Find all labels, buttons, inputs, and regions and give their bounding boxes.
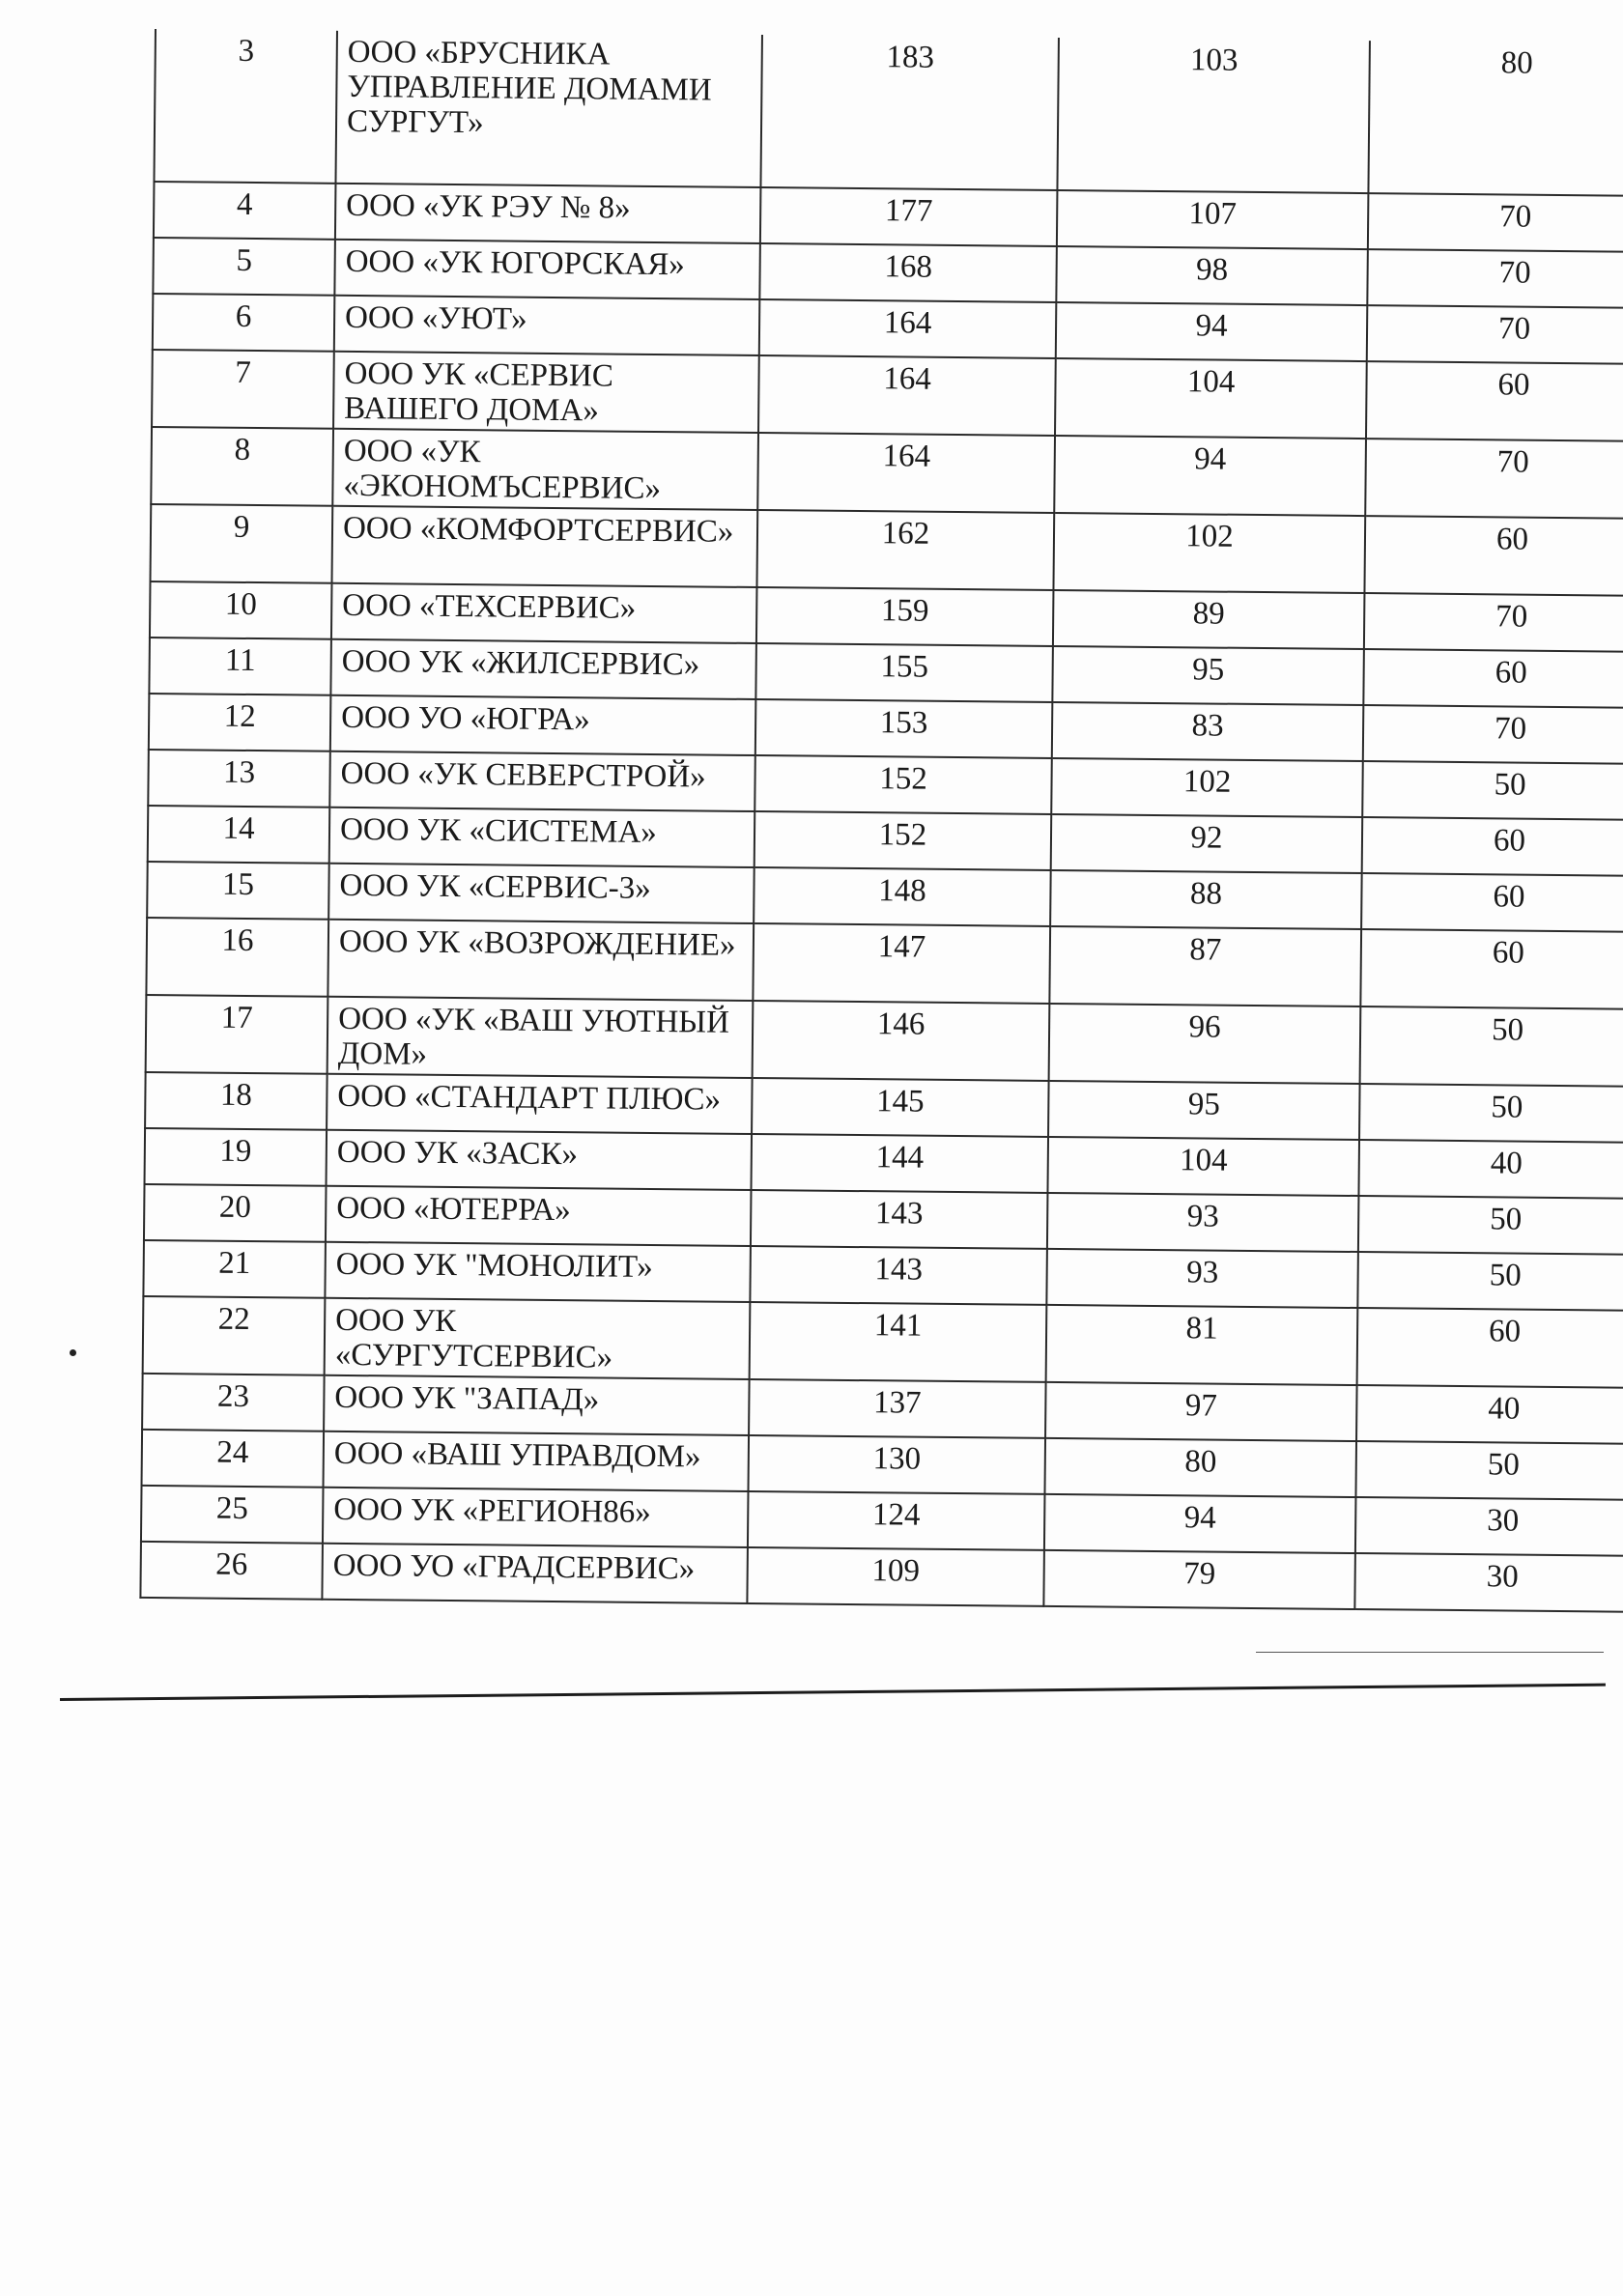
company-name: ООО «УК «ВАШ УЮТНЫЙ ДОМ»: [337, 1001, 730, 1072]
score-total: 153: [879, 705, 928, 741]
company-name-cell: [324, 1431, 750, 1491]
score-part-a: 92: [1190, 820, 1223, 856]
score-total-cell: [760, 35, 1059, 190]
score-part-a-cell: [1044, 1494, 1356, 1553]
table-row: [152, 350, 1623, 441]
table-body: [140, 29, 1623, 1612]
row-number: 3: [238, 33, 255, 69]
row-number-cell: [142, 1374, 325, 1431]
score-part-b-cell: [1358, 1140, 1623, 1199]
company-name: ООО «УК «ЭКОНОМЪСЕРВИС»: [343, 433, 662, 507]
table-row: [146, 918, 1623, 1009]
company-name: ООО «СТАНДАРТ ПЛЮС»: [337, 1078, 722, 1118]
score-part-b: 60: [1493, 879, 1525, 915]
company-name: ООО УК «ЖИЛСЕРВИС»: [341, 643, 700, 683]
company-name: ООО УО «ГРАДСЕРВИС»: [332, 1547, 696, 1587]
company-name: ООО УК «СУРГУТСЕРВИС»: [334, 1302, 613, 1375]
score-part-b: 80: [1500, 45, 1533, 81]
score-total-cell: [756, 510, 1054, 590]
score-part-a-cell: [1045, 1382, 1357, 1441]
score-total-cell: [755, 643, 1053, 702]
score-part-a: 104: [1186, 364, 1236, 400]
score-part-b: 30: [1486, 1559, 1519, 1595]
row-number-cell: [153, 238, 335, 296]
score-total: 144: [875, 1140, 925, 1176]
company-name-cell: [324, 1375, 750, 1435]
row-number: 12: [223, 698, 256, 735]
score-part-b-cell: [1357, 1252, 1623, 1311]
score-part-b-cell: [1366, 361, 1623, 441]
table-row: [154, 29, 1623, 196]
score-part-a: 102: [1185, 519, 1234, 554]
score-part-a: 94: [1195, 308, 1228, 344]
company-name-cell: [327, 920, 754, 1001]
score-part-b: 70: [1499, 199, 1532, 235]
company-name: ООО УК «СЕРВИС ВАШЕГО ДОМА»: [344, 355, 613, 429]
score-part-b: 50: [1490, 1202, 1523, 1237]
score-total-cell: [753, 1001, 1050, 1081]
company-name: ООО УК «ЗАСК»: [336, 1134, 579, 1173]
company-name-cell: [322, 1544, 748, 1603]
score-part-a: 103: [1189, 43, 1239, 78]
score-total: 143: [874, 1252, 924, 1288]
score-part-a: 95: [1192, 652, 1225, 688]
score-total: 168: [884, 249, 933, 285]
score-part-a: 93: [1186, 1255, 1219, 1290]
company-name: ООО «УК СЕВЕРСТРОЙ»: [340, 755, 706, 795]
score-total-cell: [751, 1190, 1048, 1249]
row-number: 4: [236, 186, 253, 222]
row-number-cell: [148, 750, 330, 808]
score-total: 109: [871, 1553, 921, 1589]
score-part-b: 70: [1498, 255, 1531, 291]
score-part-b: 60: [1488, 1314, 1522, 1349]
table-row: [151, 504, 1623, 596]
row-number-cell: [150, 581, 332, 639]
row-number-cell: [149, 694, 331, 751]
row-number-cell: [144, 1184, 327, 1242]
row-number: 20: [218, 1189, 251, 1226]
row-number-cell: [154, 182, 336, 240]
row-number: 21: [218, 1245, 251, 1282]
row-number-cell: [142, 1430, 325, 1488]
row-number: 10: [224, 586, 257, 623]
company-name-cell: [334, 240, 760, 299]
score-part-b: 70: [1497, 311, 1531, 347]
score-part-b: 40: [1490, 1146, 1523, 1181]
score-part-a-cell: [1057, 38, 1370, 193]
score-total: 148: [878, 873, 926, 909]
score-total: 146: [876, 1006, 925, 1042]
score-part-a: 80: [1184, 1444, 1217, 1480]
score-part-a: 79: [1183, 1556, 1216, 1592]
company-name: ООО УК "МОНОЛИТ»: [335, 1246, 653, 1286]
company-name-cell: [335, 31, 761, 187]
score-part-b-cell: [1364, 516, 1623, 596]
company-name-cell: [332, 429, 758, 510]
row-number-cell: [140, 1542, 323, 1600]
score-part-a-cell: [1043, 1550, 1355, 1609]
row-number-cell: [151, 504, 333, 583]
company-name: ООО УК «РЕГИОН86»: [333, 1491, 651, 1531]
score-part-a: 102: [1182, 764, 1232, 800]
company-name-cell: [329, 808, 755, 867]
score-total: 147: [877, 929, 926, 965]
score-total: 155: [880, 649, 929, 685]
company-name: ООО «КОМФОРТСЕРВИС»: [342, 510, 734, 550]
score-part-a: 81: [1185, 1311, 1218, 1346]
score-part-b-cell: [1368, 193, 1623, 252]
score-total-cell: [757, 433, 1055, 513]
score-part-a-cell: [1044, 1438, 1356, 1497]
score-total: 183: [886, 40, 935, 75]
company-name: ООО «ЮТЕРРА»: [336, 1190, 571, 1229]
score-part-a-cell: [1057, 190, 1369, 249]
row-number: 8: [234, 432, 251, 468]
score-total-cell: [756, 587, 1054, 646]
company-name-cell: [327, 997, 754, 1078]
score-part-a-cell: [1055, 358, 1367, 439]
row-number: 25: [215, 1490, 248, 1526]
score-part-b: 40: [1488, 1391, 1521, 1427]
score-part-a-cell: [1051, 814, 1363, 873]
row-number-cell: [143, 1240, 326, 1298]
score-total-cell: [753, 923, 1050, 1004]
ranking-table: [139, 29, 1623, 1613]
score-part-b-cell: [1354, 1553, 1623, 1612]
row-number-cell: [152, 350, 334, 429]
score-part-a: 88: [1189, 876, 1223, 912]
score-part-b-cell: [1362, 817, 1623, 876]
company-name-cell: [327, 1130, 753, 1190]
score-total: 159: [880, 593, 929, 629]
score-part-a-cell: [1054, 436, 1366, 516]
score-part-a-cell: [1056, 302, 1368, 361]
score-part-b: 70: [1495, 599, 1528, 635]
score-total-cell: [760, 187, 1058, 246]
score-part-a-cell: [1049, 1004, 1361, 1084]
row-number-cell: [151, 427, 333, 506]
score-part-a-cell: [1047, 1193, 1359, 1252]
score-total: 152: [879, 761, 928, 797]
score-total: 177: [884, 193, 933, 229]
score-total: 141: [873, 1308, 923, 1344]
company-name-cell: [323, 1488, 749, 1547]
company-name: ООО «УК ЮГОРСКАЯ»: [345, 243, 685, 283]
score-total-cell: [747, 1547, 1044, 1606]
score-part-b-cell: [1355, 1441, 1623, 1500]
company-name-cell: [330, 695, 756, 755]
score-total-cell: [750, 1302, 1047, 1382]
score-part-b-cell: [1360, 929, 1623, 1009]
score-part-a: 104: [1179, 1143, 1228, 1178]
score-part-b: 70: [1494, 711, 1527, 747]
score-total-cell: [750, 1246, 1047, 1305]
score-total: 143: [874, 1196, 924, 1232]
company-name: ООО УО «ЮГРА»: [340, 699, 590, 738]
score-part-a-cell: [1046, 1305, 1358, 1385]
table-row: [143, 1296, 1623, 1388]
row-number: 22: [217, 1301, 250, 1338]
company-name-cell: [332, 506, 758, 587]
score-part-a-cell: [1053, 590, 1365, 649]
row-number: 16: [221, 922, 254, 959]
score-part-a-cell: [1050, 870, 1362, 929]
score-part-a-cell: [1052, 702, 1364, 761]
score-total-cell: [749, 1379, 1046, 1438]
divider-thin: [1256, 1652, 1604, 1653]
score-part-b-cell: [1360, 1006, 1623, 1087]
company-name-cell: [333, 352, 759, 433]
score-part-b-cell: [1365, 439, 1623, 519]
row-number-cell: [149, 638, 331, 695]
company-name: ООО УК «СЕРВИС-3»: [339, 867, 651, 906]
company-name-cell: [326, 1186, 752, 1246]
score-total-cell: [751, 1134, 1048, 1193]
company-name-cell: [330, 639, 756, 699]
row-number-cell: [146, 918, 328, 997]
row-number-cell: [145, 1072, 327, 1130]
company-name-cell: [334, 296, 760, 355]
score-part-b: 60: [1497, 367, 1530, 403]
score-part-a-cell: [1051, 758, 1363, 817]
score-total-cell: [752, 1078, 1049, 1137]
scan-speck: [70, 1349, 76, 1356]
score-part-b: 70: [1496, 444, 1529, 480]
row-number: 11: [224, 642, 256, 679]
row-number-cell: [145, 1128, 327, 1186]
row-number: 7: [235, 354, 252, 390]
score-part-a: 107: [1188, 196, 1238, 232]
company-name: ООО УК «ВОЗРОЖДЕНИЕ»: [338, 923, 736, 963]
score-part-b: 30: [1487, 1503, 1520, 1539]
score-part-a-cell: [1048, 1081, 1360, 1140]
company-name-cell: [325, 1298, 751, 1379]
score-part-b: 50: [1487, 1447, 1520, 1483]
row-number-cell: [148, 806, 330, 864]
row-number: 18: [219, 1077, 253, 1114]
score-total: 130: [872, 1441, 922, 1477]
score-total-cell: [758, 355, 1056, 436]
row-number-cell: [154, 29, 337, 184]
score-part-a: 97: [1184, 1388, 1218, 1424]
score-part-a-cell: [1052, 646, 1364, 705]
row-number: 24: [216, 1434, 249, 1471]
score-part-b: 60: [1493, 823, 1526, 859]
score-part-a: 98: [1195, 252, 1229, 288]
score-total: 164: [883, 361, 931, 397]
company-name: ООО УК "ЗАПАД»: [334, 1379, 600, 1418]
score-part-b-cell: [1355, 1497, 1623, 1556]
company-name: ООО «ВАШ УПРАВДОМ»: [333, 1435, 701, 1475]
score-total: 152: [878, 817, 927, 853]
score-part-b: 50: [1491, 1090, 1523, 1125]
company-name-cell: [328, 864, 755, 923]
row-number: 6: [235, 298, 252, 334]
score-total-cell: [755, 811, 1052, 870]
company-name-cell: [325, 1242, 751, 1302]
score-total: 162: [881, 516, 930, 552]
score-part-a: 83: [1191, 708, 1224, 744]
score-part-b-cell: [1368, 41, 1623, 196]
score-total: 164: [882, 439, 931, 474]
company-name: ООО УК «СИСТЕМА»: [339, 811, 657, 851]
score-part-a: 89: [1192, 596, 1225, 632]
score-part-b-cell: [1358, 1196, 1623, 1255]
score-part-a: 96: [1188, 1009, 1221, 1045]
divider-line: [60, 1684, 1606, 1701]
score-part-b-cell: [1367, 249, 1623, 308]
score-part-a: 93: [1186, 1199, 1219, 1234]
score-total: 164: [883, 305, 932, 341]
row-number: 14: [222, 810, 255, 847]
company-name-cell: [327, 1074, 753, 1134]
score-part-a-cell: [1047, 1137, 1359, 1196]
company-name-cell: [335, 184, 761, 243]
score-part-a-cell: [1049, 926, 1361, 1006]
score-total: 137: [872, 1385, 922, 1421]
score-total-cell: [754, 867, 1051, 926]
company-name-cell: [331, 583, 757, 643]
score-part-b-cell: [1362, 761, 1623, 820]
score-part-b-cell: [1359, 1084, 1623, 1143]
score-total-cell: [759, 299, 1057, 358]
score-part-a: 87: [1189, 932, 1222, 968]
row-number: 23: [216, 1378, 250, 1415]
score-part-b-cell: [1356, 1385, 1623, 1444]
score-total-cell: [755, 755, 1052, 814]
score-total: 124: [871, 1497, 921, 1533]
score-part-b-cell: [1363, 649, 1623, 708]
company-name: ООО «ТЕХСЕРВИС»: [342, 587, 637, 626]
score-part-a: 94: [1183, 1500, 1216, 1536]
row-number: 9: [233, 509, 250, 545]
score-total-cell: [748, 1435, 1045, 1494]
row-number-cell: [141, 1486, 324, 1544]
score-part-a: 94: [1194, 441, 1227, 477]
row-number: 13: [222, 754, 256, 791]
score-total-cell: [755, 699, 1053, 758]
table-row: [151, 427, 1623, 519]
score-total-cell: [748, 1491, 1045, 1550]
score-part-b: 50: [1494, 767, 1526, 803]
score-total-cell: [759, 243, 1057, 302]
score-total: 145: [875, 1084, 925, 1120]
score-part-b-cell: [1367, 305, 1623, 364]
score-part-a-cell: [1053, 513, 1365, 593]
row-number-cell: [153, 294, 335, 352]
row-number: 19: [219, 1133, 252, 1170]
table-row: [146, 995, 1623, 1087]
ranking-table-wrapper: [139, 29, 1557, 1612]
score-part-a-cell: [1056, 246, 1368, 305]
company-name: ООО «УЮТ»: [344, 299, 527, 337]
row-number: 26: [215, 1546, 248, 1582]
company-name: ООО «УК РЭУ № 8»: [346, 187, 631, 226]
row-number: 5: [236, 242, 253, 278]
score-part-b-cell: [1361, 873, 1623, 932]
row-number-cell: [146, 995, 328, 1074]
score-part-b: 50: [1489, 1258, 1522, 1293]
score-part-b: 60: [1495, 522, 1529, 557]
row-number-cell: [147, 862, 329, 920]
score-part-a: 95: [1187, 1087, 1221, 1122]
score-part-b: 50: [1491, 1012, 1524, 1048]
row-number: 15: [221, 866, 255, 903]
score-part-b-cell: [1357, 1308, 1623, 1388]
row-number-cell: [143, 1296, 326, 1375]
company-name: ООО «БРУСНИКА УПРАВЛЕНИЕ ДОМАМИ СУРГУТ»: [346, 34, 712, 141]
company-name-cell: [329, 751, 755, 811]
score-part-b: 60: [1492, 935, 1525, 971]
score-part-b-cell: [1363, 705, 1623, 764]
score-part-b: 60: [1495, 655, 1527, 691]
score-part-b-cell: [1364, 593, 1623, 652]
row-number: 17: [220, 1000, 253, 1036]
score-part-a-cell: [1046, 1249, 1358, 1308]
